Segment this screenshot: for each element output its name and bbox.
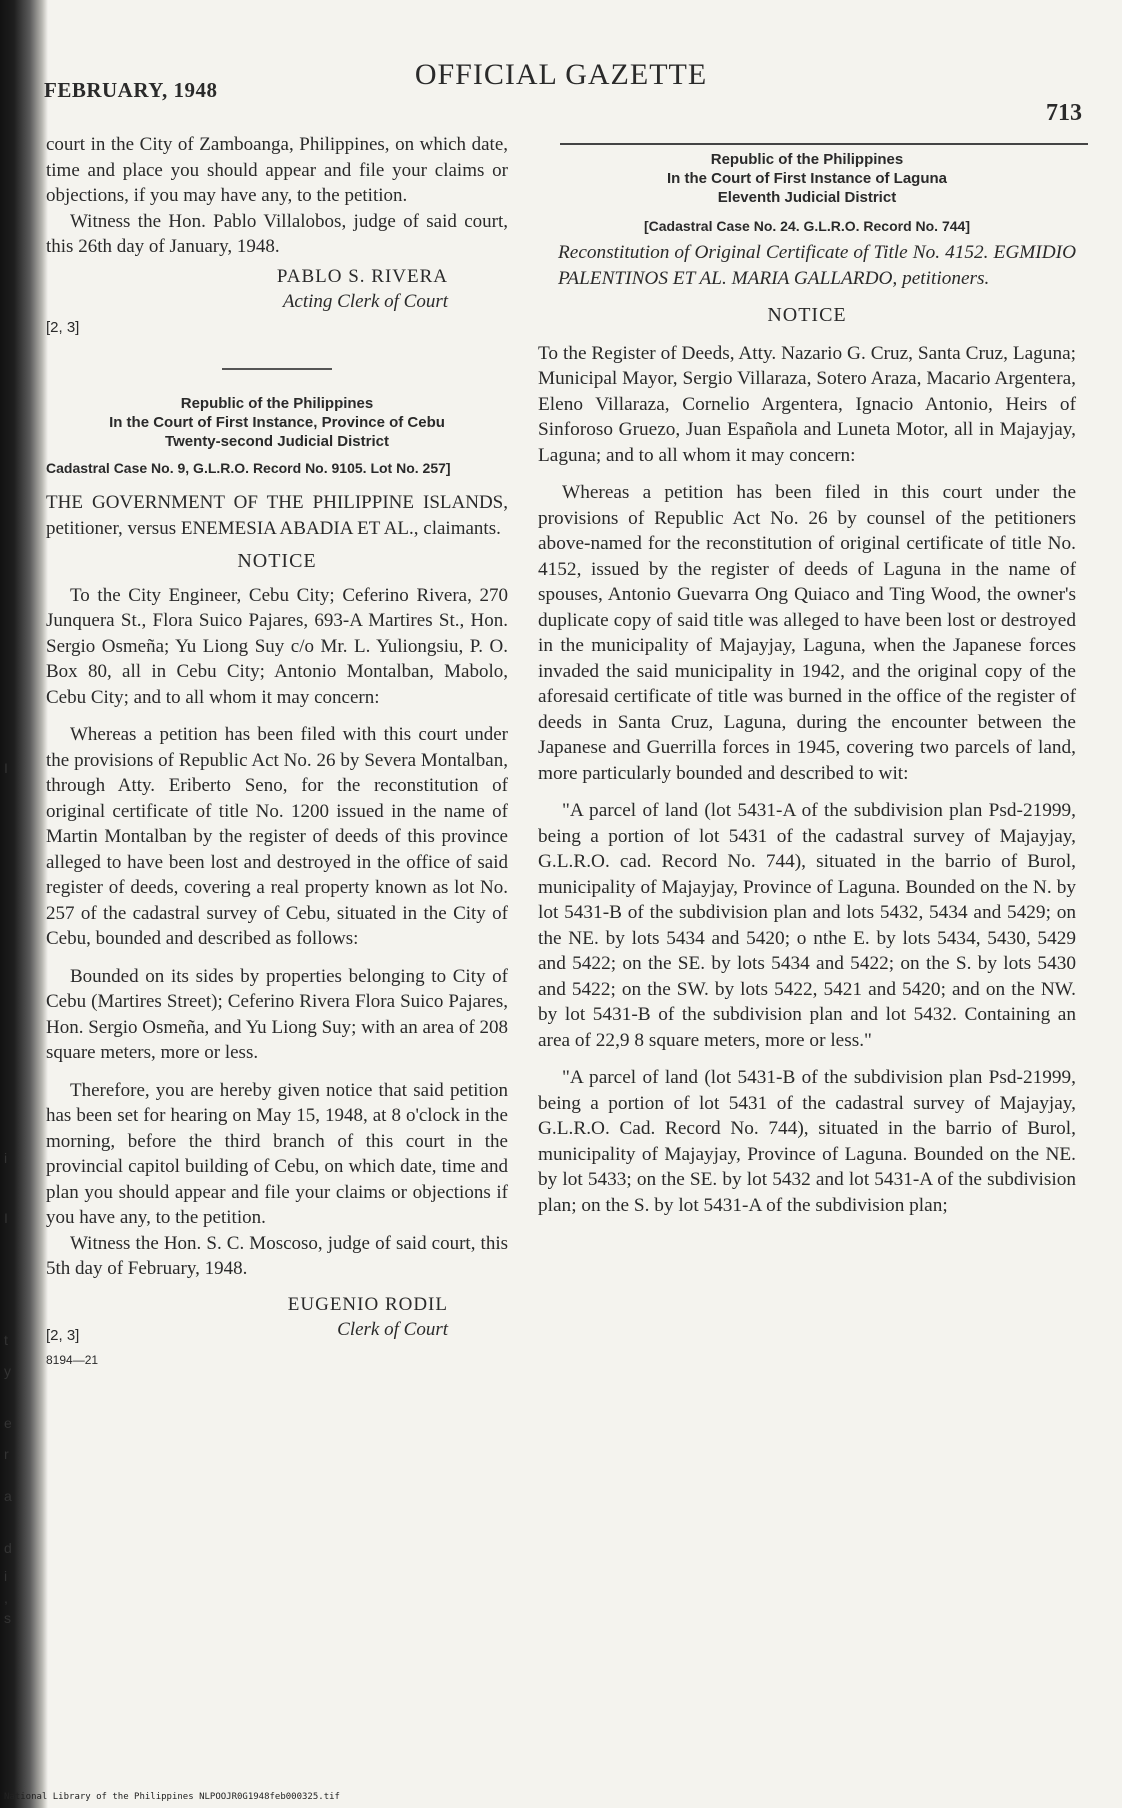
signature-role: Clerk of Court [337, 1319, 448, 1340]
header-title: OFFICIAL GAZETTE [414, 58, 708, 91]
margin-letter: e [4, 1415, 12, 1431]
right-column [538, 150, 1076, 1218]
signature-role: Acting Clerk of Court [282, 291, 448, 312]
margin-letter: r [4, 1446, 9, 1462]
margin-letter: a [4, 1488, 12, 1504]
book-binding-shadow [0, 0, 48, 1808]
therefore-paragraph: Therefore, you are hereby given notice that said petition has been set for hearing on May 15, 1948, at 8 o'clock in the morning, before the third branch of this court in the provincial capitol building of Cebu, on which date, time and plan you should appear and file your claims or objections if you have any, to the petition. [46, 1079, 508, 1228]
intro-witness: Witness the Hon. Pablo Villalobos, judge of said court, this 26th day of January, 1948. [46, 210, 508, 257]
scan-footer: National Library of the Philippines NLPOOJR0G1948feb000325.tif [4, 1792, 340, 1802]
case-line: [Cadastral Case No. 24. G.L.R.O. Record No. 744] [644, 218, 970, 234]
court-heading-line: Republic of the Philippines [710, 151, 904, 168]
court-heading-line: In the Court of First Instance of Laguna [666, 170, 947, 187]
parcel-b-description: "A parcel of land (lot 5431-B of the subdivision plan Psd-21999, being a portion of lot 5431 of the cadastral survey of Majayjay, G.L.R.O. Cad. Record No. 744), situated in the barrio of Burol, municipality of Majayjay, Province of Laguna. Bounded on the NE. by lot 5433; on the SE. by lot 5432 and lot 5431-A of the subdivision plan; on the S. by lot 5431-A of the subdivision plan; [538, 1067, 1076, 1216]
margin-letter: I [4, 760, 8, 776]
margin-letter: i [4, 1150, 8, 1166]
print-code: 8194—21 [46, 1353, 99, 1367]
header-date: FEBRUARY, 1948 [44, 78, 218, 102]
witness-paragraph: Witness the Hon. S. C. Moscoso, judge of said court, this 5th day of February, 1948. [46, 1232, 508, 1279]
court-heading-line: Twenty-second Judicial District [165, 433, 389, 450]
court-heading-line: In the Court of First Instance, Province of Cebu [109, 414, 445, 431]
reference-tag: [2, 3] [46, 318, 80, 336]
margin-letter: t [4, 1332, 8, 1348]
signature-name: EUGENIO RODIL [287, 1293, 448, 1315]
case-caption: Reconstitution of Original Certificate of Title No. 4152. EGMIDIO PALENTINOS ET AL. MARIA GALLARDO, petitioners. [558, 242, 1076, 289]
addressees: To the City Engineer, Cebu City; Ceferino Rivera, 270 Junquera St., Flora Suico Pajares, 693-A Martires St., Hon. Sergio Osmeña; Yu Liong Suy c/o Mr. L. Yuliongsiu, P. O. Box 80, all in Cebu City; Antonio Montalban, Mabolo, Cebu City; and to all whom it may concern: [46, 584, 508, 708]
whereas-paragraph: Whereas a petition has been filed with this court under the provisions of Republic Act No. 26 by Severa Montalban, through Atty. Eriberto Seno, for the reconstitution of original certificate of title No. 1200 issued in the name of Martin Montalban by the register of deeds of this province alleged to have been lost and destroyed in the office of said register of deeds, covering a real property known as lot No. 257 of the cadastral survey of Cebu, situated in the City of Cebu, bounded and described as follows: [46, 724, 508, 949]
parcel-a-description: "A parcel of land (lot 5431-A of the subdivision plan Psd-21999, being a portion of lot 5431 of the cadastral survey of Majayjay, G.L.R.O. cad. Record No. 744), situated in the barrio of Burol, municipality of Majayjay, Province of Laguna. Bounded on the N. by lot 5431-B of the subdivision plan and lots 5432, 5434 and 5429; on the NE. by lots 5434 and 5420; o nthe E. by lots 5434, 5430, 5429 and 5422; on the SE. by lots 5434 and 5422; on the S. by lots 5430 and 5422; on the SW. by lots 5422, 5421 and 5420; and on the NW. by lot 5431-B of the subdivision plan and lot 5432. Containing an area of 22,9 8 square meters, more or less." [538, 800, 1076, 1051]
notice-title: NOTICE [767, 304, 847, 326]
bounded-paragraph: Bounded on its sides by properties belonging to City of Cebu (Martires Street); Ceferino Rivera Flora Suico Pajares, Hon. Sergio Osmeña, and Yu Liong Suy; with an area of 208 square meters, more or less. [46, 965, 508, 1063]
notice-title: NOTICE [237, 550, 317, 572]
margin-letter: y [4, 1363, 11, 1379]
intro-paragraph: court in the City of Zamboanga, Philippines, on which date, time and place you should appear and file your claims or objections, if you may have any, to the petition. [46, 134, 508, 206]
court-heading-line: Republic of the Philippines [180, 395, 374, 412]
page-number: 713 [1046, 100, 1082, 126]
whereas-paragraph: Whereas a petition has been filed in this court under the provisions of Republic Act No. 26 by counsel of the petitioners above-named for the reconstitution of original certificate of title No. 4152, issued by the register of deeds of Laguna in the name of spouses, Antonio Guevarra Ong Quiaco and Ting Wood, the owner's duplicate copy of said title was alleged to have been lost or destroyed in the municipality of Majayjay, Laguna, when the Japanese forces invaded the said municipality in 1942, and the original copy of the aforesaid certificate of title was burned in the office of the register of deeds in Santa Cruz, Laguna, during the encounter between the Japanese and Guerrilla forces in 1945, covering two parcels of land, more particularly bounded and described to wit: [538, 482, 1076, 784]
addressees: To the Register of Deeds, Atty. Nazario G. Cruz, Santa Cruz, Laguna; Municipal Mayor, Sergio Villaraza, Sotero Araza, Macario Argentera, Eleno Villaraza, Cornelio Argentera, Ignacio Antonio, Heirs of Sinforoso Gruezo, Juan Española and Luneta Motor, all in Majayjay, Laguna; and to all whom it may concern: [538, 342, 1076, 466]
court-heading-line: Eleventh Judicial District [717, 189, 897, 206]
left-column [46, 132, 508, 1374]
margin-letter: , [4, 1590, 8, 1606]
margin-letter: d [4, 1540, 12, 1556]
signature-name: PABLO S. RIVERA [276, 265, 448, 287]
margin-letter: I [4, 1210, 8, 1226]
margin-letter: s [4, 1610, 11, 1626]
header-rule [560, 143, 1088, 145]
section-divider [222, 368, 332, 370]
margin-letter: i [4, 1568, 8, 1584]
parties: THE GOVERNMENT OF THE PHILIPPINE ISLANDS, petitioner, versus ENEMESIA ABADIA ET AL., claimants. [46, 492, 508, 539]
reference-tag: [2, 3] [46, 1326, 80, 1344]
case-line: Cadastral Case No. 9, G.L.R.O. Record No. 9105. Lot No. 257] [46, 460, 451, 476]
signature-block [46, 264, 508, 315]
